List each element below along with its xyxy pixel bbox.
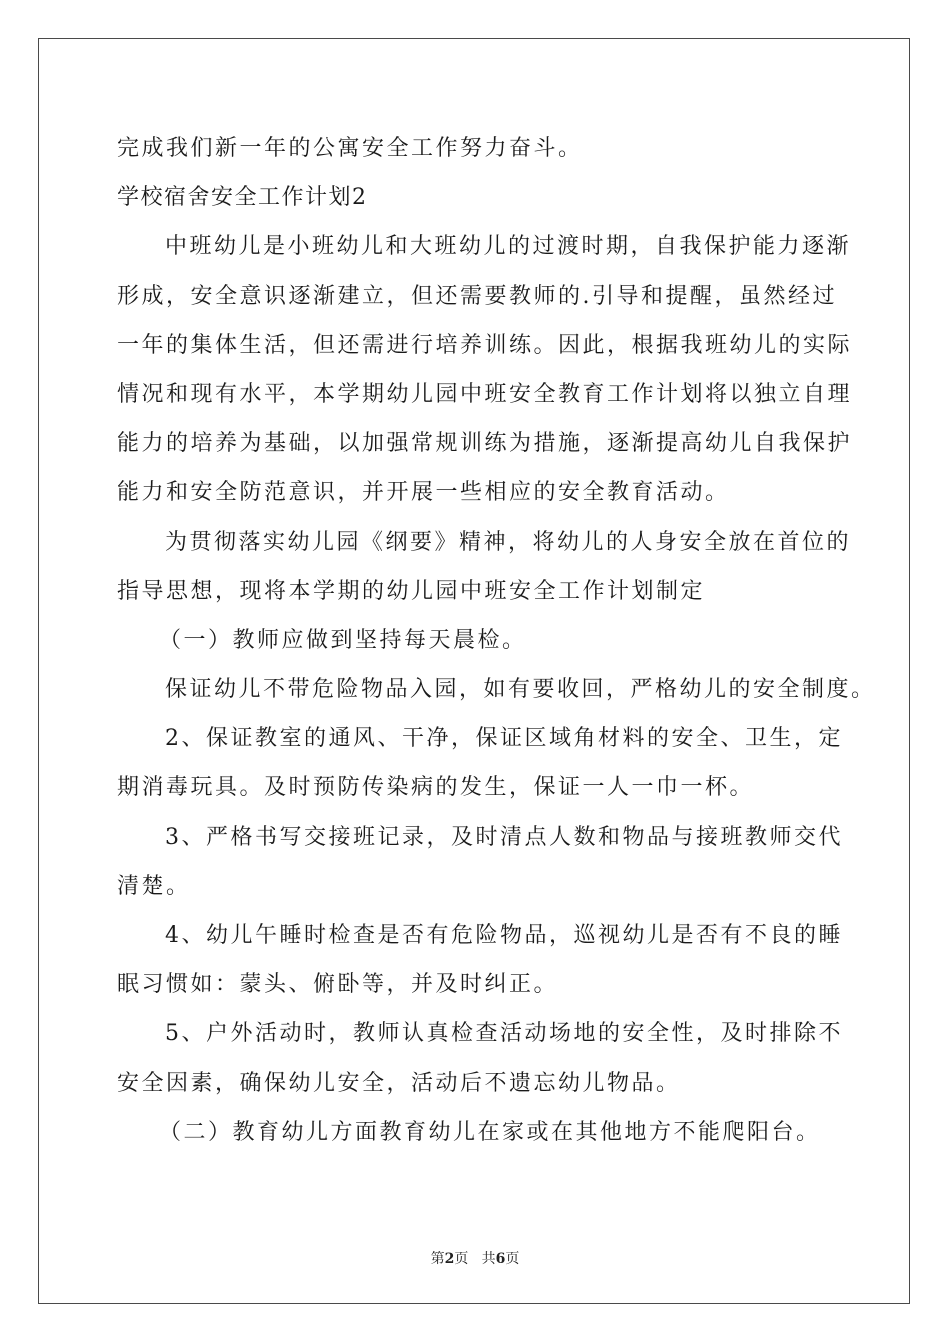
paragraph-line: 安全因素，确保幼儿安全，活动后不遗忘幼儿物品。 (117, 1070, 681, 1096)
total-label-suffix: 页 (505, 1251, 520, 1267)
page-label-suffix: 页 (454, 1251, 469, 1267)
page-label-prefix: 第 (430, 1251, 445, 1267)
paragraph-line: 2、保证教室的通风、干净，保证区域角材料的安全、卫生，定 (165, 726, 843, 752)
paragraph-line: 能力和安全防范意识，并开展一些相应的安全教育活动。 (117, 480, 730, 506)
paragraph-line: 一年的集体生活，但还需进行培养训练。因此，根据我班幼儿的实际 (117, 332, 853, 358)
current-page-number: 2 (444, 1251, 455, 1267)
paragraph-line: 眠习惯如：蒙头、俯卧等，并及时纠正。 (117, 972, 559, 998)
paragraph-line: 4、幼儿午睡时检查是否有危险物品，巡视幼儿是否有不良的睡 (165, 923, 843, 948)
paragraph-line: 3、严格书写交接班记录，及时清点人数和物品与接班教师交代 (165, 824, 843, 850)
subsection-heading: （二）教育幼儿方面教育幼儿在家或在其他地方不能爬阳台。 (159, 1119, 821, 1145)
paragraph-line: 为贯彻落实幼儿园《纲要》精神，将幼儿的人身安全放在首位的 (165, 529, 852, 555)
paragraph-line: 中班幼儿是小班幼儿和大班幼儿的过渡时期，自我保护能力逐渐 (165, 234, 852, 260)
total-page-number: 6 (495, 1251, 506, 1267)
paragraph-line: 5、户外活动时，教师认真检查活动场地的安全性，及时排除不 (165, 1021, 843, 1047)
document-body (117, 124, 876, 1157)
paragraph-line: 清楚。 (117, 873, 191, 899)
page-footer (0, 1248, 950, 1268)
total-label-prefix: 共 (481, 1251, 496, 1267)
paragraph-line: 完成我们新一年的公寓安全工作努力奋斗。 (117, 136, 583, 161)
subsection-heading: （一）教师应做到坚持每天晨检。 (159, 627, 527, 653)
paragraph-line: 形成，安全意识逐渐建立，但还需要教师的.引导和提醒，虽然经过 (117, 283, 837, 309)
paragraph-line: 指导思想，现将本学期的幼儿园中班安全工作计划制定 (117, 578, 706, 604)
paragraph-line: 情况和现有水平，本学期幼儿园中班安全教育工作计划将以独立自理 (117, 381, 853, 407)
paragraph-line: 保证幼儿不带危险物品入园，如有要收回，严格幼儿的安全制度。 (165, 677, 876, 703)
paragraph-line: 期消毒玩具。及时预防传染病的发生，保证一人一巾一杯。 (117, 775, 755, 801)
paragraph-line: 能力的培养为基础，以加强常规训练为措施，逐渐提高幼儿自我保护 (117, 431, 853, 457)
section-heading: 学校宿舍安全工作计划2 (117, 185, 368, 211)
